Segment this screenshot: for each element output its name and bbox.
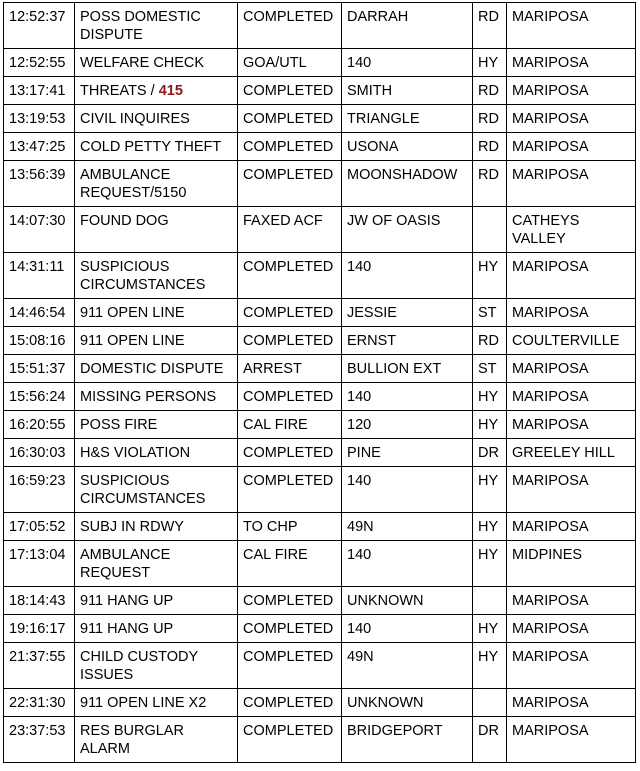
disposition-cell <box>238 299 342 327</box>
street-suffix-cell <box>473 513 507 541</box>
street-suffix-cell <box>473 541 507 587</box>
street-cell-text: 120 <box>347 417 372 433</box>
street-suffix-cell-text: HY <box>478 389 499 405</box>
time-cell <box>4 717 75 763</box>
street-cell-text: 140 <box>347 259 372 275</box>
time-cell-text: 17:05:52 <box>9 519 66 535</box>
street-cell <box>342 253 473 299</box>
time-cell <box>4 77 75 105</box>
disposition-cell-text: COMPLETED <box>243 333 334 349</box>
time-cell <box>4 3 75 49</box>
street-cell-text: ERNST <box>347 333 397 349</box>
time-cell-text: 21:37:55 <box>9 649 66 665</box>
time-cell-text: 12:52:37 <box>9 9 66 25</box>
call-type-cell <box>75 541 238 587</box>
street-cell <box>342 383 473 411</box>
table-row <box>4 513 636 541</box>
street-cell <box>342 299 473 327</box>
street-cell <box>342 467 473 513</box>
street-cell <box>342 689 473 717</box>
call-type-cell-text: H&S VIOLATION <box>80 445 191 461</box>
street-suffix-cell <box>473 355 507 383</box>
street-suffix-cell-text: DR <box>478 445 499 461</box>
time-cell-text: 14:31:11 <box>9 259 65 275</box>
table-row <box>4 643 636 689</box>
disposition-cell-text: TO CHP <box>243 519 298 535</box>
call-type-cell <box>75 615 238 643</box>
city-cell <box>507 587 636 615</box>
disposition-cell-text: COMPLETED <box>243 445 334 461</box>
city-cell-text: MARIPOSA <box>512 139 589 155</box>
table-row <box>4 439 636 467</box>
street-cell-text: PINE <box>347 445 381 461</box>
street-cell <box>342 105 473 133</box>
time-cell <box>4 615 75 643</box>
time-cell <box>4 355 75 383</box>
street-cell-text: MOONSHADOW <box>347 167 458 183</box>
street-suffix-cell-text: RD <box>478 167 499 183</box>
time-cell <box>4 689 75 717</box>
city-cell-text: MARIPOSA <box>512 167 589 183</box>
call-log-body <box>4 3 636 763</box>
street-cell <box>342 49 473 77</box>
street-cell <box>342 717 473 763</box>
table-row <box>4 467 636 513</box>
call-type-cell <box>75 411 238 439</box>
street-suffix-cell <box>473 77 507 105</box>
street-cell <box>342 355 473 383</box>
street-cell <box>342 643 473 689</box>
call-type-cell <box>75 49 238 77</box>
call-type-cell <box>75 643 238 689</box>
street-suffix-cell-text: HY <box>478 417 499 433</box>
street-suffix-cell <box>473 439 507 467</box>
disposition-cell <box>238 587 342 615</box>
call-type-cell-text: 911 OPEN LINE <box>80 333 185 349</box>
city-cell <box>507 615 636 643</box>
street-suffix-cell <box>473 587 507 615</box>
call-type-cell <box>75 439 238 467</box>
street-cell-text: DARRAH <box>347 9 409 25</box>
street-cell <box>342 327 473 355</box>
disposition-cell-text: CAL FIRE <box>243 547 308 563</box>
city-cell-text: MARIPOSA <box>512 111 589 127</box>
table-row <box>4 161 636 207</box>
disposition-cell-text: COMPLETED <box>243 139 334 155</box>
city-cell-text: MARIPOSA <box>512 695 589 711</box>
time-cell-text: 23:37:53 <box>9 723 66 739</box>
street-suffix-cell <box>473 383 507 411</box>
table-row <box>4 299 636 327</box>
time-cell-text: 16:20:55 <box>9 417 66 433</box>
street-suffix-cell <box>473 49 507 77</box>
city-cell-text: MARIPOSA <box>512 417 589 433</box>
disposition-cell-text: FAXED ACF <box>243 213 323 229</box>
disposition-cell <box>238 49 342 77</box>
call-type-cell <box>75 3 238 49</box>
time-cell-text: 13:56:39 <box>9 167 66 183</box>
call-type-cell <box>75 161 238 207</box>
street-suffix-cell <box>473 717 507 763</box>
call-type-cell-text: 911 HANG UP <box>80 621 174 637</box>
time-cell-text: 16:30:03 <box>9 445 66 461</box>
city-cell <box>507 207 636 253</box>
call-code-highlight: 415 <box>158 83 183 99</box>
disposition-cell-text: CAL FIRE <box>243 417 308 433</box>
city-cell-text: MARIPOSA <box>512 305 589 321</box>
call-type-cell-text: 911 OPEN LINE X2 <box>80 695 207 711</box>
time-cell-text: 17:13:04 <box>9 547 66 563</box>
street-cell-text: 140 <box>347 547 372 563</box>
disposition-cell-text: COMPLETED <box>243 695 334 711</box>
call-type-cell-text: COLD PETTY THEFT <box>80 139 222 155</box>
city-cell-text: MARIPOSA <box>512 389 589 405</box>
city-cell <box>507 253 636 299</box>
disposition-cell <box>238 327 342 355</box>
street-suffix-cell <box>473 105 507 133</box>
disposition-cell-text: COMPLETED <box>243 389 334 405</box>
street-suffix-cell <box>473 689 507 717</box>
time-cell-text: 13:19:53 <box>9 111 66 127</box>
street-cell <box>342 587 473 615</box>
city-cell-text: CATHEYS VALLEY <box>512 213 580 247</box>
street-suffix-cell-text: RD <box>478 9 499 25</box>
disposition-cell-text: GOA/UTL <box>243 55 307 71</box>
street-cell-text: TRIANGLE <box>347 111 420 127</box>
street-cell-text: SMITH <box>347 83 393 99</box>
call-type-cell-text: CIVIL INQUIRES <box>80 111 190 127</box>
call-type-cell-text: THREATS / <box>80 83 159 99</box>
time-cell-text: 14:46:54 <box>9 305 66 321</box>
disposition-cell <box>238 439 342 467</box>
street-cell-text: UNKNOWN <box>347 593 424 609</box>
time-cell <box>4 299 75 327</box>
street-cell-text: 140 <box>347 621 372 637</box>
disposition-cell <box>238 615 342 643</box>
disposition-cell <box>238 717 342 763</box>
disposition-cell <box>238 133 342 161</box>
city-cell <box>507 355 636 383</box>
street-cell-text: 140 <box>347 389 372 405</box>
time-cell-text: 19:16:17 <box>9 621 66 637</box>
time-cell <box>4 643 75 689</box>
street-suffix-cell <box>473 3 507 49</box>
city-cell-text: MARIPOSA <box>512 259 589 275</box>
call-type-cell <box>75 133 238 161</box>
table-row <box>4 133 636 161</box>
call-type-cell-text: DOMESTIC DISPUTE <box>80 361 224 377</box>
disposition-cell <box>238 689 342 717</box>
city-cell-text: MARIPOSA <box>512 83 589 99</box>
time-cell <box>4 513 75 541</box>
disposition-cell-text: ARREST <box>243 361 302 377</box>
call-type-cell <box>75 207 238 253</box>
city-cell-text: MIDPINES <box>512 547 583 563</box>
street-cell-text: 140 <box>347 55 372 71</box>
call-type-cell <box>75 77 238 105</box>
city-cell <box>507 3 636 49</box>
table-row <box>4 327 636 355</box>
city-cell-text: MARIPOSA <box>512 723 589 739</box>
call-type-cell-text: MISSING PERSONS <box>80 389 217 405</box>
call-type-cell-text: CHILD CUSTODY ISSUES <box>80 649 198 683</box>
street-suffix-cell-text: RD <box>478 111 499 127</box>
street-suffix-cell-text: RD <box>478 83 499 99</box>
disposition-cell-text: COMPLETED <box>243 167 334 183</box>
street-cell-text: 49N <box>347 649 374 665</box>
call-type-cell <box>75 467 238 513</box>
street-suffix-cell-text: HY <box>478 473 499 489</box>
city-cell-text: MARIPOSA <box>512 9 589 25</box>
call-type-cell <box>75 327 238 355</box>
time-cell <box>4 253 75 299</box>
city-cell <box>507 299 636 327</box>
city-cell <box>507 327 636 355</box>
city-cell <box>507 49 636 77</box>
street-cell <box>342 439 473 467</box>
city-cell-text: MARIPOSA <box>512 649 589 665</box>
disposition-cell <box>238 383 342 411</box>
street-cell <box>342 3 473 49</box>
street-cell-text: JW OF OASIS <box>347 213 441 229</box>
time-cell-text: 16:59:23 <box>9 473 66 489</box>
street-cell-text: UNKNOWN <box>347 695 424 711</box>
street-cell <box>342 615 473 643</box>
street-suffix-cell-text: ST <box>478 361 497 377</box>
time-cell-text: 14:07:30 <box>9 213 66 229</box>
call-type-cell <box>75 383 238 411</box>
table-row <box>4 383 636 411</box>
city-cell-text: MARIPOSA <box>512 55 589 71</box>
city-cell <box>507 467 636 513</box>
street-suffix-cell <box>473 643 507 689</box>
street-cell-text: USONA <box>347 139 399 155</box>
city-cell <box>507 541 636 587</box>
call-type-cell <box>75 253 238 299</box>
disposition-cell-text: COMPLETED <box>243 305 334 321</box>
disposition-cell <box>238 541 342 587</box>
table-row <box>4 717 636 763</box>
street-suffix-cell-text: ST <box>478 305 497 321</box>
city-cell <box>507 513 636 541</box>
table-row <box>4 689 636 717</box>
table-row <box>4 355 636 383</box>
call-type-cell-text: FOUND DOG <box>80 213 169 229</box>
street-suffix-cell-text: HY <box>478 621 499 637</box>
table-row <box>4 253 636 299</box>
disposition-cell-text: COMPLETED <box>243 621 334 637</box>
city-cell <box>507 383 636 411</box>
disposition-cell-text: COMPLETED <box>243 259 334 275</box>
street-cell <box>342 161 473 207</box>
disposition-cell <box>238 3 342 49</box>
disposition-cell-text: COMPLETED <box>243 723 334 739</box>
disposition-cell-text: COMPLETED <box>243 473 334 489</box>
call-type-cell <box>75 513 238 541</box>
call-type-cell-text: POSS FIRE <box>80 417 158 433</box>
city-cell <box>507 717 636 763</box>
time-cell <box>4 541 75 587</box>
street-suffix-cell-text: HY <box>478 55 499 71</box>
street-suffix-cell-text: RD <box>478 139 499 155</box>
street-suffix-cell-text: HY <box>478 259 499 275</box>
city-cell-text: GREELEY HILL <box>512 445 615 461</box>
disposition-cell-text: COMPLETED <box>243 593 334 609</box>
disposition-cell <box>238 411 342 439</box>
street-cell-text: JESSIE <box>347 305 397 321</box>
city-cell <box>507 411 636 439</box>
call-type-cell-text: SUSPICIOUS CIRCUMSTANCES <box>80 473 206 507</box>
time-cell <box>4 207 75 253</box>
street-cell-text: 140 <box>347 473 372 489</box>
street-suffix-cell <box>473 161 507 207</box>
street-suffix-cell-text: HY <box>478 649 499 665</box>
time-cell <box>4 133 75 161</box>
time-cell <box>4 105 75 133</box>
street-cell-text: BRIDGEPORT <box>347 723 443 739</box>
street-suffix-cell-text: HY <box>478 547 499 563</box>
time-cell <box>4 49 75 77</box>
disposition-cell <box>238 253 342 299</box>
call-type-cell-text: 911 OPEN LINE <box>80 305 185 321</box>
city-cell-text: COULTERVILLE <box>512 333 620 349</box>
city-cell <box>507 689 636 717</box>
time-cell <box>4 587 75 615</box>
city-cell <box>507 133 636 161</box>
disposition-cell <box>238 513 342 541</box>
city-cell <box>507 643 636 689</box>
table-row <box>4 615 636 643</box>
call-log-table <box>3 2 636 763</box>
table-row <box>4 49 636 77</box>
street-cell <box>342 207 473 253</box>
street-suffix-cell <box>473 299 507 327</box>
city-cell-text: MARIPOSA <box>512 593 589 609</box>
street-suffix-cell <box>473 327 507 355</box>
call-type-cell-text: AMBULANCE REQUEST <box>80 547 171 581</box>
disposition-cell <box>238 207 342 253</box>
time-cell-text: 15:56:24 <box>9 389 66 405</box>
street-suffix-cell <box>473 253 507 299</box>
city-cell-text: MARIPOSA <box>512 473 589 489</box>
table-row <box>4 587 636 615</box>
time-cell-text: 22:31:30 <box>9 695 66 711</box>
disposition-cell <box>238 643 342 689</box>
street-suffix-cell <box>473 615 507 643</box>
call-type-cell-text: SUBJ IN RDWY <box>80 519 184 535</box>
city-cell <box>507 439 636 467</box>
call-type-cell <box>75 587 238 615</box>
time-cell <box>4 327 75 355</box>
time-cell <box>4 411 75 439</box>
street-suffix-cell-text: DR <box>478 723 499 739</box>
call-type-cell <box>75 105 238 133</box>
street-suffix-cell <box>473 207 507 253</box>
call-type-cell-text: SUSPICIOUS CIRCUMSTANCES <box>80 259 206 293</box>
table-row <box>4 541 636 587</box>
street-suffix-cell <box>473 133 507 161</box>
table-row <box>4 105 636 133</box>
time-cell <box>4 467 75 513</box>
street-cell <box>342 513 473 541</box>
street-suffix-cell-text: RD <box>478 333 499 349</box>
city-cell-text: MARIPOSA <box>512 361 589 377</box>
call-type-cell-text: POSS DOMESTIC DISPUTE <box>80 9 201 43</box>
disposition-cell <box>238 355 342 383</box>
disposition-cell <box>238 467 342 513</box>
disposition-cell <box>238 77 342 105</box>
table-row <box>4 77 636 105</box>
time-cell-text: 13:17:41 <box>9 83 66 99</box>
table-row <box>4 207 636 253</box>
time-cell <box>4 161 75 207</box>
call-type-cell <box>75 689 238 717</box>
disposition-cell <box>238 105 342 133</box>
call-type-cell-text: AMBULANCE REQUEST/5150 <box>80 167 187 201</box>
disposition-cell-text: COMPLETED <box>243 9 334 25</box>
disposition-cell-text: COMPLETED <box>243 649 334 665</box>
time-cell-text: 15:08:16 <box>9 333 66 349</box>
city-cell <box>507 105 636 133</box>
time-cell-text: 13:47:25 <box>9 139 66 155</box>
table-row <box>4 411 636 439</box>
city-cell <box>507 161 636 207</box>
disposition-cell <box>238 161 342 207</box>
time-cell-text: 18:14:43 <box>9 593 66 609</box>
street-cell <box>342 541 473 587</box>
street-cell <box>342 133 473 161</box>
street-suffix-cell <box>473 467 507 513</box>
call-type-cell-text: WELFARE CHECK <box>80 55 205 71</box>
city-cell <box>507 77 636 105</box>
street-cell <box>342 77 473 105</box>
city-cell-text: MARIPOSA <box>512 621 589 637</box>
call-type-cell <box>75 717 238 763</box>
time-cell <box>4 439 75 467</box>
disposition-cell-text: COMPLETED <box>243 111 334 127</box>
disposition-cell-text: COMPLETED <box>243 83 334 99</box>
time-cell-text: 15:51:37 <box>9 361 66 377</box>
time-cell-text: 12:52:55 <box>9 55 66 71</box>
call-type-cell-text: RES BURGLAR ALARM <box>80 723 184 757</box>
street-suffix-cell <box>473 411 507 439</box>
call-type-cell <box>75 355 238 383</box>
call-type-cell <box>75 299 238 327</box>
time-cell <box>4 383 75 411</box>
table-row <box>4 3 636 49</box>
street-cell <box>342 411 473 439</box>
street-cell-text: BULLION EXT <box>347 361 442 377</box>
call-type-cell-text: 911 HANG UP <box>80 593 174 609</box>
street-suffix-cell-text: HY <box>478 519 499 535</box>
city-cell-text: MARIPOSA <box>512 519 589 535</box>
street-cell-text: 49N <box>347 519 374 535</box>
